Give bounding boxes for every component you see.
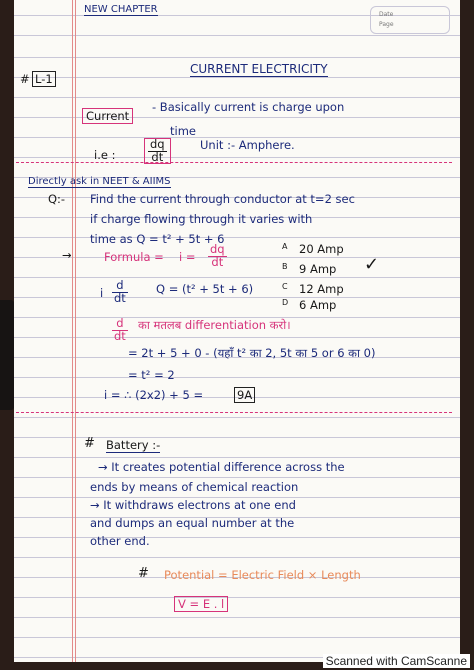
question-label: Q:- — [48, 192, 66, 206]
date-label: Date — [379, 11, 394, 18]
question-line-1: Find the current through conductor at t=2 sec — [90, 192, 355, 206]
unit-text: Unit :- Amphere. — [200, 138, 295, 152]
option-c-mark: C — [282, 282, 288, 291]
margin-line — [75, 0, 76, 662]
date-page-box — [370, 6, 450, 34]
formula-fraction — [208, 244, 227, 268]
battery-line-2: ends by means of chemical reaction — [90, 480, 299, 494]
question-line-3: time as Q = t² + 5t + 6 — [90, 232, 225, 246]
battery-hash: # — [84, 436, 95, 451]
section-hash: # — [20, 72, 30, 86]
option-d: 6 Amp — [299, 298, 337, 312]
battery-line-1: → It creates potential difference across the — [98, 460, 345, 474]
formula-label: Formula = — [104, 250, 164, 264]
section-code: L-1 — [32, 71, 56, 87]
current-definition: - Basically current is charge upon — [152, 100, 345, 114]
step-4: i = ∴ (2x2) + 5 = — [104, 388, 204, 402]
battery-line-3: → It withdraws electrons at one end — [90, 498, 296, 512]
diff-text: का मतलब differentiation करो। — [138, 318, 291, 332]
option-a: 20 Amp — [299, 242, 344, 256]
diff-d: d — [112, 318, 128, 331]
option-b: 9 Amp — [299, 262, 337, 276]
answer-box: 9A — [234, 387, 255, 403]
page-title: CURRENT ELECTRICITY — [190, 62, 328, 76]
exam-note: Directly ask in NEET & AIIMS — [28, 176, 171, 187]
dashed-divider — [16, 412, 452, 413]
new-chapter-label: NEW CHAPTER — [84, 4, 158, 15]
step-i: i — [100, 286, 104, 300]
margin-line — [72, 0, 73, 662]
question-line-2: if charge flowing through it varies with — [90, 212, 313, 226]
option-c: 12 Amp — [299, 282, 344, 296]
camscanner-watermark: Scanned with CamScanne — [323, 654, 470, 668]
diff-fraction — [112, 318, 128, 342]
dt-denominator: dt — [151, 149, 164, 164]
dashed-divider — [16, 162, 452, 163]
step-3: = t² = 2 — [128, 368, 175, 382]
step-dt: dt — [114, 290, 126, 305]
step-q: Q = (t² + 5t + 6) — [156, 282, 254, 296]
battery-title: Battery :- — [106, 438, 161, 452]
potential-formula: Potential = Electric Field × Length — [164, 568, 361, 582]
option-d-mark: D — [282, 298, 289, 307]
check-icon: ✓ — [364, 254, 380, 275]
step-2: = 2t + 5 + 0 - (यहाँ t² का 2, 5t का 5 or 6 का 0) — [128, 346, 376, 360]
diff-dt: dt — [114, 328, 126, 343]
notebook-page — [14, 0, 460, 662]
battery-line-5: other end. — [90, 534, 150, 548]
option-a-mark: A — [282, 242, 288, 251]
voltage-formula-box: V = E . l — [174, 596, 228, 612]
formula-denominator: dt — [211, 254, 224, 269]
dq-dt-box — [144, 138, 171, 164]
current-term: Current — [82, 108, 133, 124]
arrow-icon: → — [62, 248, 72, 262]
current-definition-cont: time — [170, 124, 196, 138]
option-b-mark: B — [282, 262, 288, 271]
dq-numerator: dq — [150, 137, 165, 151]
ie-label: i.e : — [94, 148, 116, 162]
step-fraction — [112, 280, 128, 304]
potential-hash: # — [138, 566, 149, 581]
step-d: d — [112, 280, 128, 293]
formula-i: i = — [179, 250, 196, 264]
formula-numerator: dq — [210, 242, 225, 256]
page-label: Page — [379, 21, 394, 28]
battery-line-4: and dumps an equal number at the — [90, 516, 295, 530]
